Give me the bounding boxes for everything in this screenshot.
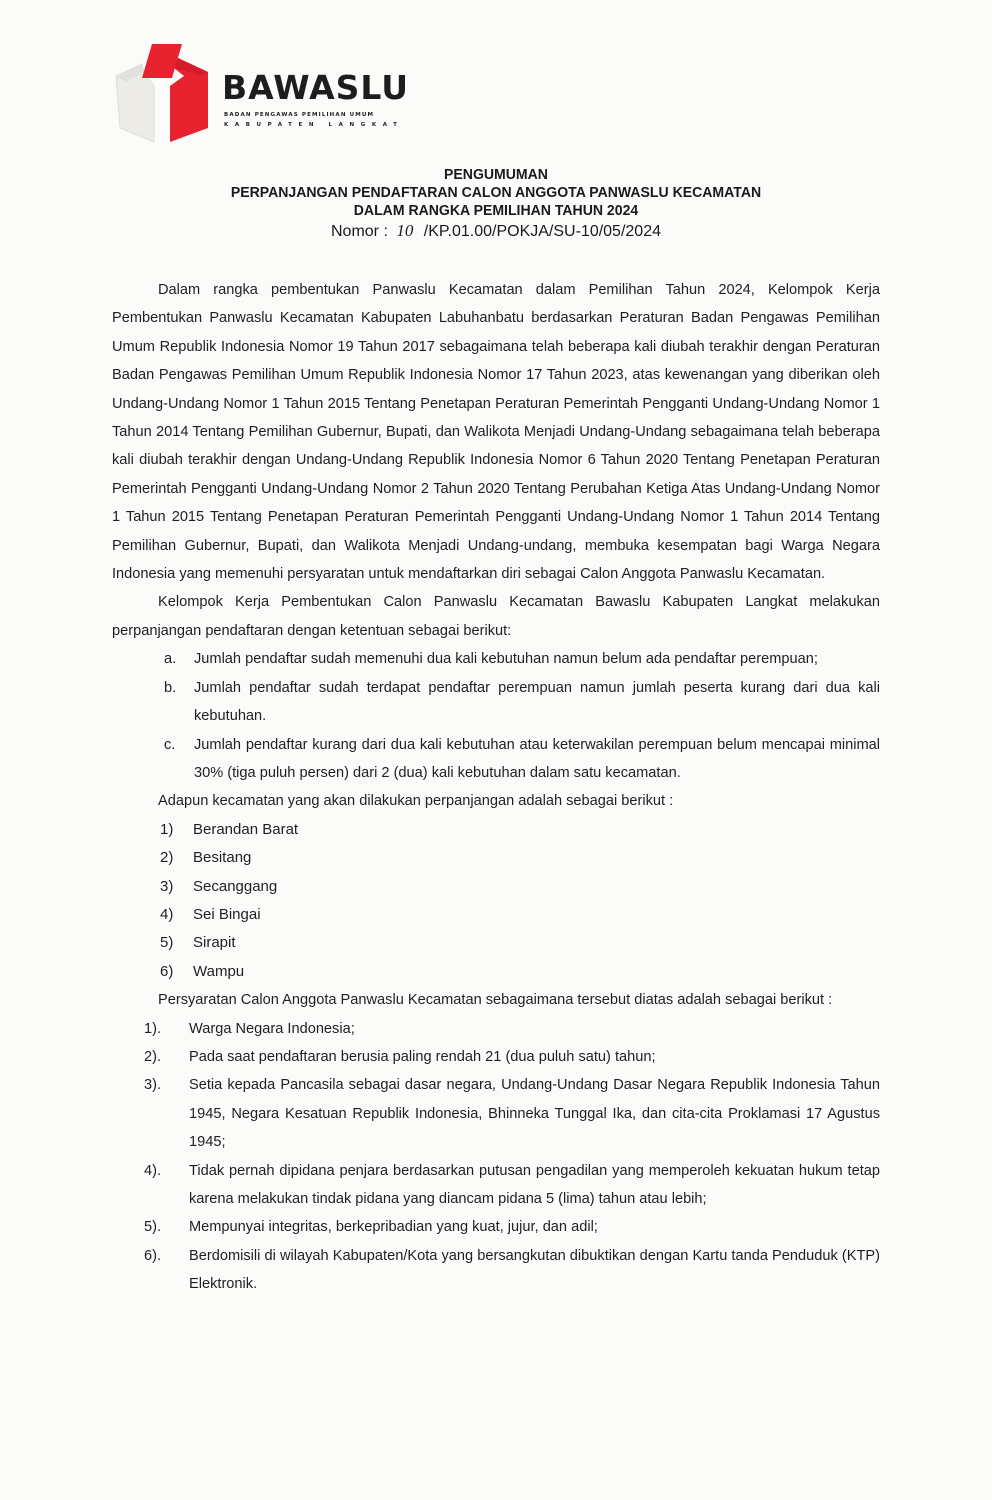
announcement-subtitle-1: PERPANJANGAN PENDAFTARAN CALON ANGGOTA PANWASLU KECAMATAN	[230, 185, 762, 201]
logo-subtitle-agency: BADAN PENGAWAS PEMILIHAN UMUM	[224, 112, 375, 118]
logo-subtitle-region: KABUPATEN LANGKAT	[224, 122, 404, 128]
requirement-item	[144, 1213, 880, 1241]
kecamatan-list	[160, 816, 880, 986]
condition-text: Jumlah pendaftar sudah memenuhi dua kali kebutuhan namun belum ada pendaftar perempuan;	[194, 651, 818, 668]
paragraph-legal-basis: Dalam rangka pembentukan Panwaslu Kecamatan dalam Pemilihan Tahun 2024, Kelompok Kerja Pembentukan Panwaslu Kecamatan Kabupaten Labuhanbatu berdasarkan Peraturan Badan Pengawas Pemilihan Umum Republik Indonesia Nomor 19 Tahun 2017 sebagaimana telah beberapa kali diubah terakhir dengan Peraturan Badan Pengawas Pemilihan Umum Republik Indonesia Nomor 17 Tahun 2023, atas kewenangan yang diberikan oleh Undang-Undang Nomor 1 Tahun 2015 Tentang Penetapan Peraturan Pemerintah Pengganti Undang-Undang Nomor 1 Tahun 2014 Tentang Pemilihan Gubernur, Bupati, dan Walikota Menjadi Undang-Undang sebagaimana telah beberapa kali diubah terakhir dengan Undang-Undang Republik Indonesia Nomor 6 Tahun 2020 Tentang Penetapan Peraturan Pemerintah Pengganti Undang-Undang Nomor 2 Tahun 2020 Tentang Perubahan Ketiga Atas Undang-Undang Nomor 1 Tahun 2015 Tentang Penetapan Peraturan Pemerintah Pengganti Undang-Undang Nomor 1 Tahun 2014 Tentang Pemilihan Gubernur, Bupati, dan Walikota Menjadi Undang-undang, membuka kesempatan bagi Warga Negara Indonesia yang memenuhi persyaratan untuk mendaftarkan diri sebagai Calon Anggota Panwaslu Kecamatan.	[112, 282, 880, 583]
condition-item	[164, 731, 880, 788]
extension-conditions-list	[164, 645, 880, 787]
announcement-title: PENGUMUMAN	[444, 167, 548, 183]
kecamatan-item	[160, 929, 880, 957]
logo-wordmark: BAWASLU	[222, 68, 410, 107]
announcement-heading	[0, 166, 992, 243]
requirement-marker: 4).	[144, 1162, 162, 1179]
kecamatan-item	[160, 844, 880, 872]
bawaslu-logo	[112, 42, 422, 147]
kecamatan-name: Berandan Barat	[193, 820, 299, 838]
announcement-subtitle-2: DALAM RANGKA PEMILIHAN TAHUN 2024	[353, 203, 639, 219]
requirement-item	[144, 1071, 880, 1156]
requirement-text: Berdomisili di wilayah Kabupaten/Kota yang bersangkutan dibuktikan dengan Kartu tanda Penduduk (KTP) Elektronik.	[189, 1247, 880, 1293]
kecamatan-marker: 2)	[160, 849, 174, 867]
condition-marker: c.	[164, 736, 176, 753]
kecamatan-marker: 1)	[160, 820, 174, 838]
kecamatan-marker: 3)	[160, 877, 174, 895]
kecamatan-item	[160, 816, 880, 844]
kecamatan-item	[160, 901, 880, 929]
condition-marker: b.	[164, 679, 177, 696]
kecamatan-marker: 5)	[160, 934, 174, 952]
condition-text: Jumlah pendaftar sudah terdapat pendaftar perempuan namun jumlah peserta kurang dari dua kali kebutuhan.	[194, 679, 880, 725]
requirement-marker: 6).	[144, 1247, 162, 1264]
requirement-marker: 3).	[144, 1077, 162, 1094]
requirement-text: Pada saat pendaftaran berusia paling rendah 21 (dua puluh satu) tahun;	[189, 1048, 656, 1065]
requirement-item	[144, 1157, 880, 1214]
paragraph-kecamatan-intro: Adapun kecamatan yang akan dilakukan perpanjangan adalah sebagai berikut :	[158, 793, 674, 810]
ballot-box-icon	[112, 42, 212, 144]
document-number-handwritten: 10	[396, 221, 414, 240]
requirement-item	[144, 1015, 880, 1043]
requirement-marker: 1).	[144, 1020, 162, 1037]
announcement-body	[112, 276, 880, 1299]
condition-item	[164, 645, 880, 673]
paragraph-extension-intro: Kelompok Kerja Pembentukan Calon Panwaslu Kecamatan Bawaslu Kabupaten Langkat melakukan perpanjangan pendaftaran dengan ketentuan sebagai berikut:	[112, 594, 880, 639]
kecamatan-name: Sirapit	[193, 934, 236, 952]
document-number-label: Nomor :	[330, 223, 388, 240]
requirement-text: Mempunyai integritas, berkepribadian yang kuat, jujur, dan adil;	[189, 1219, 598, 1236]
kecamatan-name: Sei Bingai	[193, 905, 261, 923]
document-number-code: /KP.01.00/POKJA/SU-10/05/2024	[423, 223, 661, 240]
document-number	[0, 220, 992, 243]
requirement-marker: 5).	[144, 1219, 162, 1236]
condition-item	[164, 674, 880, 731]
kecamatan-name: Secanggang	[193, 877, 278, 895]
kecamatan-name: Wampu	[193, 962, 245, 980]
requirements-list	[144, 1015, 880, 1299]
requirement-text: Warga Negara Indonesia;	[189, 1020, 355, 1037]
kecamatan-marker: 6)	[160, 962, 174, 980]
kecamatan-item	[160, 958, 880, 986]
requirement-item	[144, 1242, 880, 1299]
paragraph-requirements-intro: Persyaratan Calon Anggota Panwaslu Kecamatan sebagaimana tersebut diatas adalah sebagai berikut :	[158, 992, 833, 1009]
requirement-text: Tidak pernah dipidana penjara berdasarkan putusan pengadilan yang memperoleh kekuatan hukum tetap karena melakukan tindak pidana yang diancam pidana 5 (lima) tahun atau lebih;	[189, 1162, 880, 1207]
requirement-item	[144, 1043, 880, 1071]
kecamatan-marker: 4)	[160, 905, 174, 923]
requirement-marker: 2).	[144, 1048, 162, 1065]
condition-marker: a.	[164, 651, 177, 668]
condition-text: Jumlah pendaftar kurang dari dua kali kebutuhan atau keterwakilan perempuan belum mencapai minimal 30% (tiga puluh persen) dari 2 (dua) kali kebutuhan dalam satu kecamatan.	[194, 736, 880, 781]
requirement-text: Setia kepada Pancasila sebagai dasar negara, Undang-Undang Dasar Negara Republik Indonesia Tahun 1945, Negara Kesatuan Republik Indonesia, Bhinneka Tunggal Ika, dan cita-cita Proklamasi 17 Agustus 1945;	[189, 1077, 880, 1151]
kecamatan-item	[160, 873, 880, 901]
kecamatan-name: Besitang	[193, 849, 252, 867]
